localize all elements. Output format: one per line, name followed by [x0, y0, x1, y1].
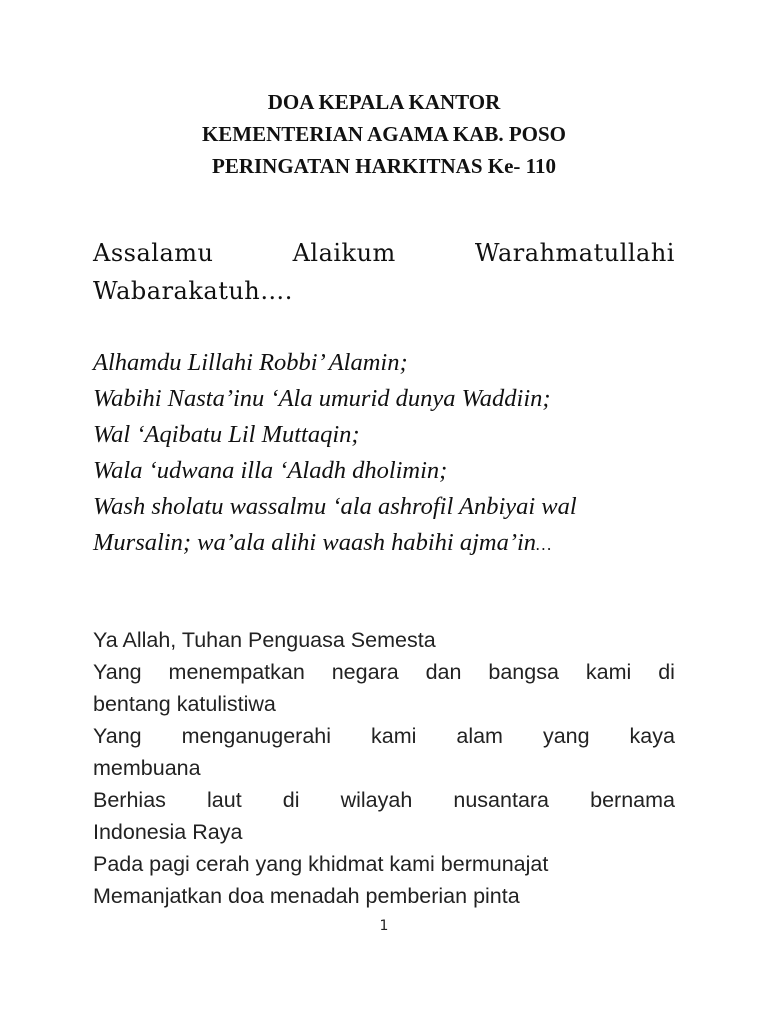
- prayer-word: alam: [456, 724, 503, 748]
- prayer-line-4: [93, 720, 675, 752]
- prayer-word: nusantara: [453, 788, 550, 812]
- transliteration-line-4: Wala ‘udwana illa ‘Aladh dholimin;: [93, 457, 448, 484]
- greeting-word: Alaikum: [292, 239, 396, 267]
- prayer-word: di: [658, 660, 675, 684]
- prayer-word: bangsa: [488, 660, 559, 684]
- transliteration-line-2: Wabihi Nasta’inu ‘Ala umurid dunya Waddiin;: [93, 385, 551, 412]
- prayer-word: Yang: [93, 660, 142, 684]
- transliteration-line-5: Wash sholatu wassalmu ‘ala ashrofil Anbiyai wal: [93, 493, 577, 520]
- transliteration-line-6-text: Mursalin; wa’ala alihi waash habihi ajma’in: [93, 529, 537, 556]
- greeting-word: Assalamu: [93, 239, 214, 267]
- prayer-word: wilayah: [340, 788, 413, 812]
- prayer-word: laut: [207, 788, 242, 812]
- prayer-line-9: Memanjatkan doa menadah pemberian pinta: [93, 884, 520, 908]
- prayer-line-8: Pada pagi cerah yang khidmat kami bermunajat: [93, 852, 549, 876]
- prayer-line-7: Indonesia Raya: [93, 820, 243, 844]
- prayer-line-6: [93, 784, 675, 816]
- prayer-line-1: Ya Allah, Tuhan Penguasa Semesta: [93, 628, 436, 652]
- title-line-1: DOA KEPALA KANTOR: [267, 90, 501, 114]
- title-line-3: PERINGATAN HARKITNAS Ke- 110: [212, 154, 556, 178]
- greeting-word: Warahmatullahi: [474, 239, 675, 267]
- prayer-word: kaya: [629, 724, 675, 748]
- prayer-word: Berhias: [93, 788, 166, 812]
- transliteration-line-3: Wal ‘Aqibatu Lil Muttaqin;: [93, 421, 360, 448]
- transliteration-line-1: Alhamdu Lillahi Robbi’ Alamin;: [93, 349, 408, 376]
- prayer-line-2: [93, 656, 675, 688]
- opening-prayer-transliteration: [93, 345, 683, 563]
- prayer-word: menganugerahi: [181, 724, 332, 748]
- prayer-word: di: [282, 788, 300, 812]
- prayer-word: menempatkan: [168, 660, 305, 684]
- title-line-2: KEMENTERIAN AGAMA KAB. POSO: [201, 122, 567, 146]
- prayer-word: Yang: [93, 724, 142, 748]
- prayer-word: kami: [370, 724, 417, 748]
- transliteration-ellipsis: …: [536, 535, 552, 554]
- transliteration-line-6: [93, 525, 683, 563]
- greeting-line-1: [93, 234, 675, 272]
- prayer-word: dan: [425, 660, 462, 684]
- greeting-paragraph: [93, 234, 675, 310]
- greeting-line-2: Wabarakatuh….: [93, 277, 293, 305]
- prayer-word: yang: [542, 724, 590, 748]
- page-number: 1: [379, 918, 389, 934]
- prayer-line-5: membuana: [93, 756, 201, 780]
- prayer-word: kami: [585, 660, 632, 684]
- prayer-word: negara: [331, 660, 399, 684]
- prayer-line-3: bentang katulistiwa: [93, 692, 276, 716]
- document-title: [0, 86, 768, 182]
- prayer-body: [93, 624, 675, 912]
- prayer-word: bernama: [590, 788, 675, 812]
